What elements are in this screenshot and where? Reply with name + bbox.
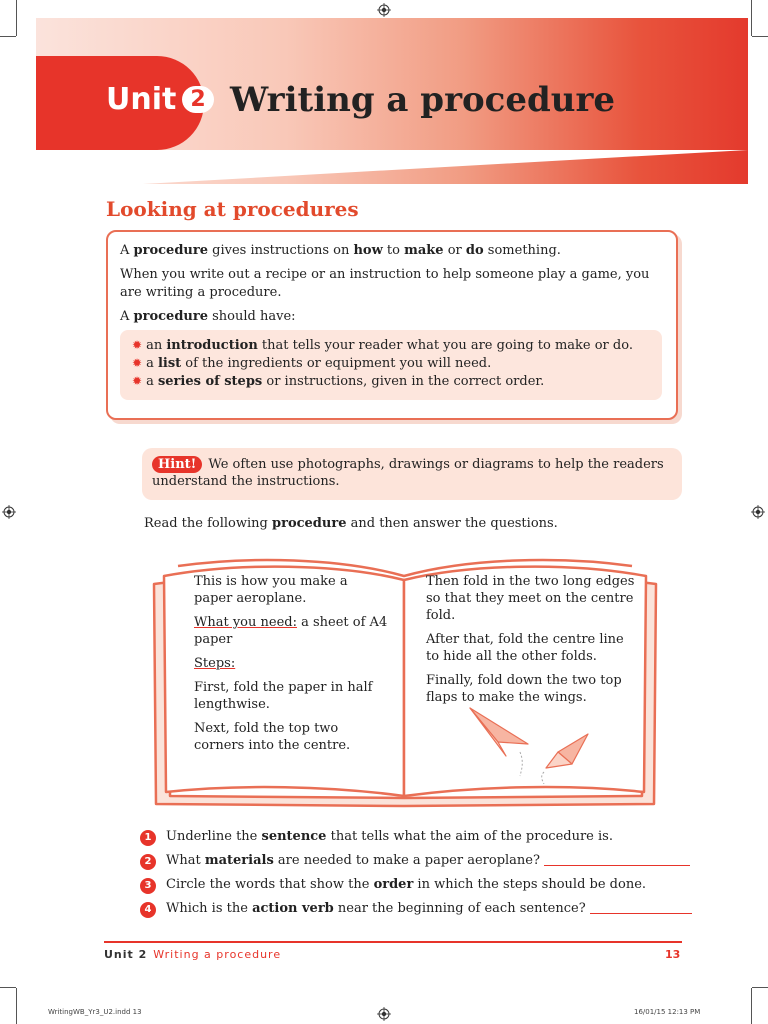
question-1: 1 Underline the sentence that tells what the aim of the procedure is. [140,828,613,846]
book-left-para-1: This is how you make a paper aeroplane. [194,574,348,606]
unit-word: Unit [106,82,177,117]
crop-mark [752,987,768,988]
page-title: Writing a procedure [230,80,616,120]
registration-mark-icon [2,505,16,519]
star-bullet-icon: ✹ [132,338,143,352]
star-bullet-icon: ✹ [132,356,143,370]
book-left-para-4: Next, fold the top two corners into the centre. [194,721,351,753]
question-number-badge: 2 [140,854,156,870]
book-left-para-3: First, fold the paper in half lengthwise. [194,680,373,712]
book-right-para-2: After that, fold the centre line to hide all the other folds. [426,632,624,664]
book-steps-label: Steps: [194,656,236,671]
registration-mark-icon [377,1007,391,1021]
info-line-3: A procedure should have: [120,309,296,324]
info-line-2: When you write out a recipe or an instruction to help someone play a game, you are writing a procedure. [120,267,650,300]
question-number-badge: 1 [140,830,156,846]
unit-label [106,82,214,117]
unit-number: 2 [182,86,213,113]
crop-mark [16,0,17,36]
bullet-panel [120,330,662,400]
book-right-para-1: Then fold in the two long edges so that they meet on the centre fold. [426,574,635,623]
open-book [150,556,660,812]
info-box [106,230,678,420]
section-title: Looking at procedures [106,197,359,221]
list-item: ✹ a series of steps or instructions, given in the correct order. [132,374,545,389]
question-3: 3 Circle the words that show the order in which the steps should be done. [140,876,646,894]
footer-unit: Unit 2 Writing a procedure [104,948,282,961]
slug-timestamp: 16/01/15 12:13 PM [634,1008,701,1016]
instruction-line: Read the following procedure and then answer the questions. [144,516,558,531]
footer-rule [104,941,682,943]
hint-text: Hint! We often use photographs, drawings or diagrams to help the readers understand the instructions. [152,457,664,489]
question-number-badge: 3 [140,878,156,894]
crop-mark [752,36,768,37]
book-right-para-3: Finally, fold down the two top flaps to make the wings. [426,673,622,705]
crop-mark [16,988,17,1024]
star-bullet-icon: ✹ [132,374,143,388]
answer-line[interactable] [544,865,690,866]
info-line-1: A procedure gives instructions on how to make or do something. [120,243,561,258]
question-4: 4 Which is the action verb near the beginning of each sentence? [140,900,692,918]
hint-box [142,448,682,500]
crop-mark [0,987,16,988]
answer-line[interactable] [590,913,692,914]
crop-mark [0,36,16,37]
hint-badge: Hint! [152,456,202,473]
question-number-badge: 4 [140,902,156,918]
list-item: ✹ an introduction that tells your reader what you are going to make or do. [132,338,633,353]
slug-filename: WritingWB_Yr3_U2.indd 13 [48,1008,142,1016]
paper-aeroplanes-icon [462,704,602,784]
crop-mark [751,988,752,1024]
page-number: 13 [665,948,681,961]
registration-mark-icon [751,505,765,519]
list-item: ✹ a list of the ingredients or equipment you will need. [132,356,492,371]
book-left-para-2: What you need: a sheet of A4 paper [194,615,388,647]
crop-mark [751,0,752,36]
question-2: 2 What materials are needed to make a paper aeroplane? [140,852,690,870]
registration-mark-icon [377,3,391,17]
